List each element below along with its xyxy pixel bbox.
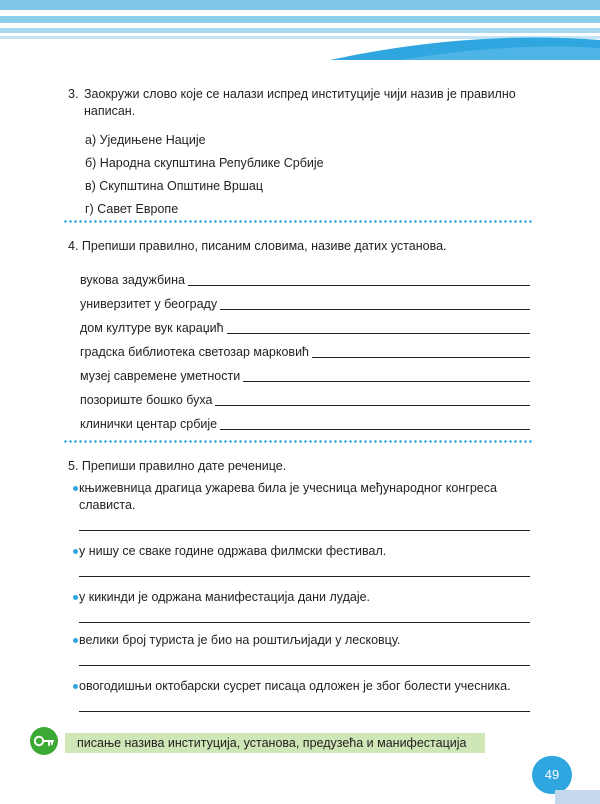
institution-label: градска библиотека светозар марковић bbox=[80, 345, 309, 359]
institution-row bbox=[80, 265, 530, 289]
bullet-dot bbox=[73, 595, 78, 600]
task-3-number: 3. bbox=[68, 87, 79, 101]
institution-row bbox=[80, 385, 530, 409]
bullet-dot bbox=[73, 684, 78, 689]
page-number: 49 bbox=[532, 756, 572, 794]
answer-line[interactable] bbox=[312, 357, 530, 358]
bullet-dot bbox=[73, 638, 78, 643]
option-a[interactable]: а) Уједињене Нације bbox=[85, 133, 206, 147]
answer-line[interactable] bbox=[220, 429, 530, 430]
institution-label: клинички центар србије bbox=[80, 417, 218, 431]
task-3-question bbox=[68, 86, 538, 120]
sentence-item bbox=[73, 632, 533, 649]
sentence-item bbox=[73, 543, 533, 560]
institution-row bbox=[80, 313, 530, 337]
institution-row bbox=[80, 361, 530, 385]
topic-banner: писање назива институција, установа, предузећа и манифестација bbox=[65, 733, 485, 753]
answer-line[interactable] bbox=[227, 333, 530, 334]
answer-line[interactable] bbox=[79, 530, 530, 531]
sentence-item bbox=[73, 589, 533, 606]
option-v[interactable]: в) Скупштина Општине Вршац bbox=[85, 179, 263, 193]
task-5-question: 5. Препиши правилно дате реченице. bbox=[68, 459, 287, 473]
sentence-text: велики број туриста је био на роштиљијади у лесковцу. bbox=[79, 633, 401, 647]
sentence-item bbox=[73, 678, 533, 695]
answer-line[interactable] bbox=[243, 381, 530, 382]
institution-label: дом културе вук караџић bbox=[80, 321, 224, 335]
option-g[interactable]: г) Савет Европе bbox=[85, 202, 179, 216]
sentence-item bbox=[73, 480, 533, 514]
bullet-dot bbox=[73, 549, 78, 554]
task-3-text: Заокружи слово које се налази испред институције чији назив је правилно написан. bbox=[84, 87, 516, 118]
institution-label: музеј савремене уметности bbox=[80, 369, 241, 383]
institution-row bbox=[80, 337, 530, 361]
task-4 bbox=[68, 238, 538, 433]
option-b[interactable]: б) Народна скупштина Републике Србије bbox=[85, 156, 324, 170]
key-icon bbox=[30, 727, 58, 755]
task-3-options bbox=[85, 132, 538, 224]
sentence-text: књижевница драгица ужарева била је учесница међународног конгреса слависта. bbox=[79, 481, 497, 512]
answer-line[interactable] bbox=[79, 711, 530, 712]
answer-line[interactable] bbox=[79, 665, 530, 666]
institution-list bbox=[80, 265, 530, 433]
answer-line[interactable] bbox=[79, 622, 530, 623]
institution-label: позориште бошко буха bbox=[80, 393, 213, 407]
task-3 bbox=[68, 86, 538, 224]
institution-label: универзитет у београду bbox=[80, 297, 218, 311]
institution-row bbox=[80, 409, 530, 433]
answer-line[interactable] bbox=[79, 576, 530, 577]
task-4-question: 4. Препиши правилно, писаним словима, називе датих установа. bbox=[68, 239, 447, 253]
answer-line[interactable] bbox=[188, 285, 530, 286]
bullet-dot bbox=[73, 486, 78, 491]
answer-line[interactable] bbox=[215, 405, 530, 406]
answer-line[interactable] bbox=[220, 309, 530, 310]
institution-row bbox=[80, 289, 530, 313]
sentence-text: у нишу се сваке године одржава филмски фестивал. bbox=[79, 544, 387, 558]
institution-label: вукова задужбина bbox=[80, 273, 185, 287]
corner-decoration bbox=[555, 790, 600, 804]
header-stripes bbox=[0, 0, 600, 60]
dotted-divider bbox=[63, 220, 533, 223]
sentence-text: овогодишњи октобарски сусрет писаца одложен је због болести учесника. bbox=[79, 679, 511, 693]
dotted-divider bbox=[63, 440, 533, 443]
sentence-text: у кикинди је одржана манифестација дани лудаје. bbox=[79, 590, 371, 604]
